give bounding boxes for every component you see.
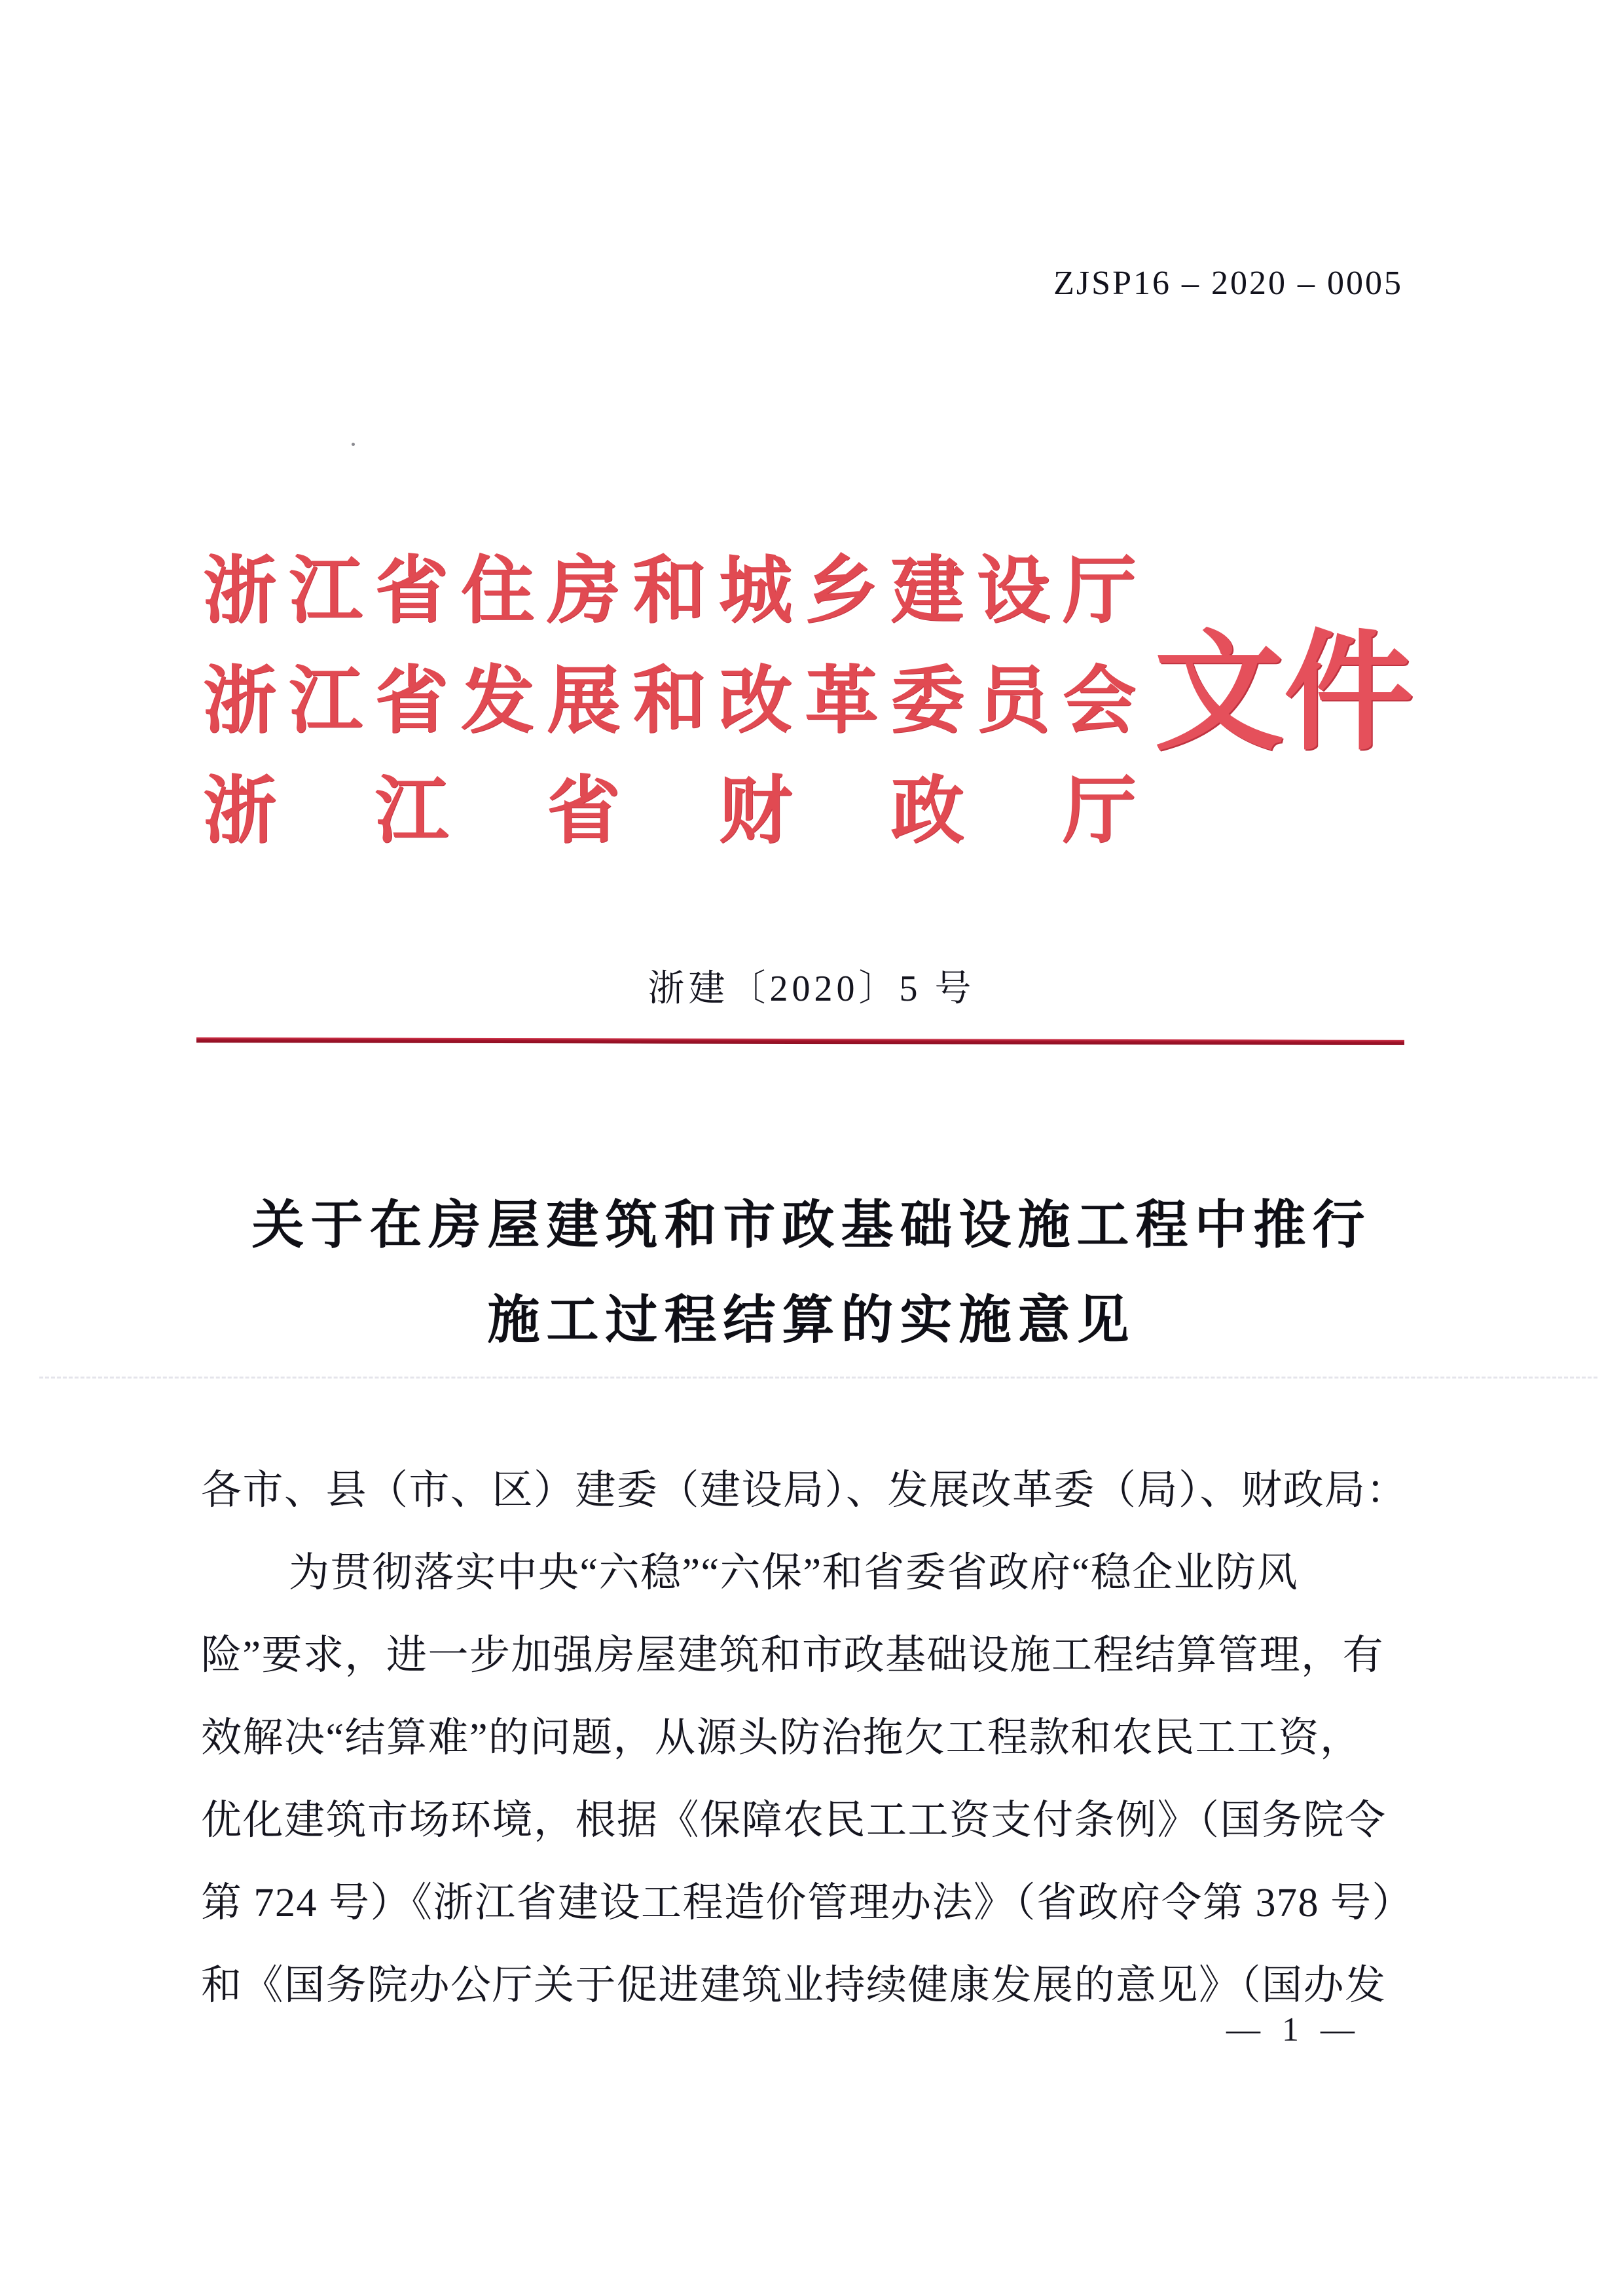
document-title-line-1: 关于在房屋建筑和市政基础设施工程中推行 <box>251 1197 1372 1255</box>
document-number: 浙建〔2020〕5 号 <box>647 969 976 1009</box>
letterhead <box>203 529 1136 859</box>
body-text-line: 第 724 号）《浙江省建设工程造价管理办法》（省政府令第 378 号） <box>201 1881 1414 1925</box>
body-text-line: 为贯彻落实中央“六稳”“六保”和省委省政府“稳企业防风 <box>289 1551 1299 1595</box>
body-text-line: 优化建筑市场环境，根据《保障农民工工资支付条例》（国务院令 <box>201 1798 1387 1843</box>
body-text-line: 险”要求，进一步加强房屋建筑和市政基础设施工程结算管理，有 <box>201 1633 1385 1678</box>
issuer-line-housing-urban-rural-department: 浙 江 省 住 房 和 城 乡 建 设 厅 <box>203 550 1136 632</box>
red-separator-rule <box>196 1037 1404 1045</box>
reference-number: ZJSP16 – 2020 – 0005 <box>1053 265 1403 302</box>
document-title <box>0 1179 1623 1369</box>
issuer-line-finance-department: 浙 江 省 财 政 厅 <box>203 770 1136 852</box>
page-number: — 1 — <box>1226 2011 1361 2048</box>
document-title-line-2: 施工过程结算的实施意见 <box>487 1292 1136 1350</box>
document-body <box>201 1449 1416 2027</box>
scan-artifact-band <box>39 1377 1597 1379</box>
document-type-label: 文 件 <box>1154 621 1413 766</box>
body-text-line: 和《国务院办公厅关于促进建筑业持续健康发展的意见》（国办发 <box>201 1963 1387 2008</box>
scan-speck-dot <box>352 443 355 446</box>
issuer-line-development-reform-commission: 浙 江 省 发 展 和 改 革 委 员 会 <box>203 660 1136 742</box>
body-text-line: 效解决“结算难”的问题，从源头防治拖欠工程款和农民工工资， <box>201 1716 1362 1760</box>
salutation-line: 各市、县（市、区）建委（建设局）、发展改革委（局）、财政局： <box>201 1468 1408 1513</box>
